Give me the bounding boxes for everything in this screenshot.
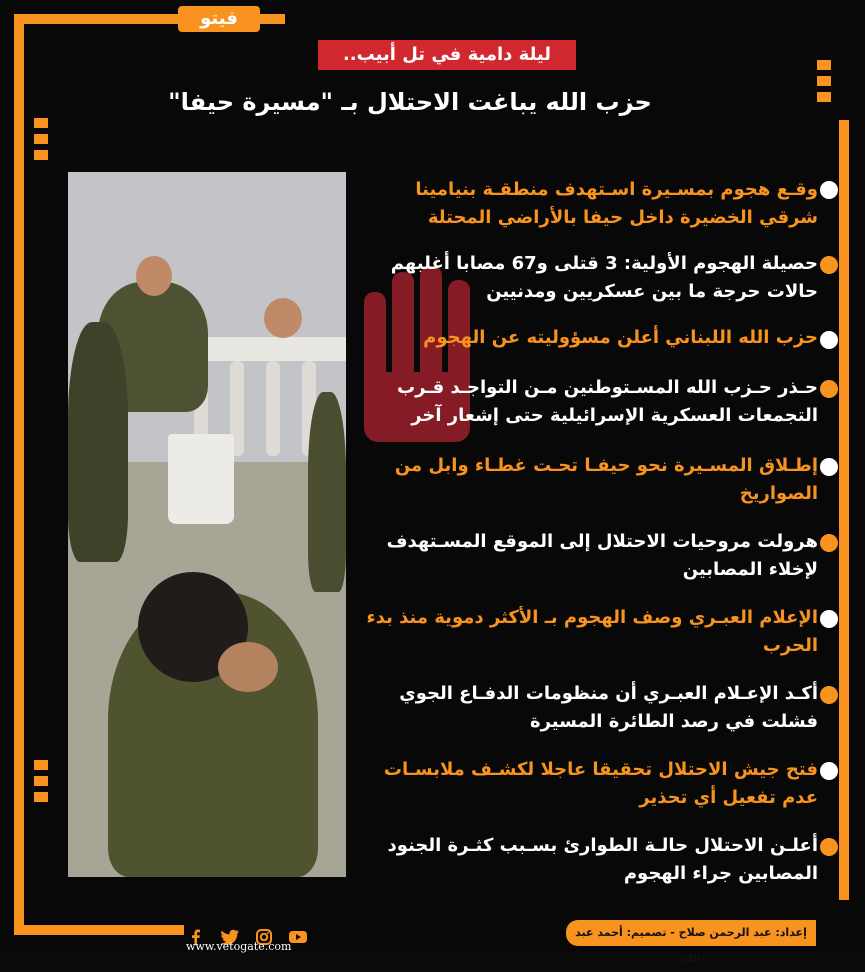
frame-bottom-bar [14, 925, 184, 935]
bullet-text: إطـلاق المسـيرة نحو حيفـا تحـت غطـاء وابل من الصواريخ [394, 455, 818, 504]
frame-left-bar [14, 14, 24, 934]
list-item [360, 680, 818, 736]
frame-dash [34, 118, 48, 128]
bullet-text: هرولت مروحيات الاحتلال إلى الموقع المسـتهدف لإخلاء المصابين [386, 531, 818, 580]
frame-dash [34, 134, 48, 144]
page-title: حزب الله يباغت الاحتلال بـ "مسيرة حيفا" [168, 88, 652, 116]
photo-soldier [68, 322, 128, 562]
frame-dash [817, 92, 831, 102]
frame-dash [34, 792, 48, 802]
header-kicker: ليلة دامية في تل أبيب.. [318, 40, 576, 70]
list-item [360, 452, 818, 508]
bullet-dot [820, 686, 838, 704]
bullet-dot [820, 256, 838, 274]
list-item [360, 250, 818, 306]
bullet-dot [820, 610, 838, 628]
list-item [360, 756, 818, 812]
bullet-text: وقـع هجوم بمسـيرة اسـتهدف منطقـة بنيامينا شرقي الخضيرة داخل حيفا بالأراضي المحتلة [415, 179, 818, 228]
frame-right-bar [839, 120, 849, 900]
frame-dash [34, 760, 48, 770]
bullet-text: الإعلام العبـري وصف الهجوم بـ الأكثر دموية منذ بدء الحرب [366, 607, 818, 656]
frame-dash [817, 76, 831, 86]
brand-logo: فيتو [178, 6, 260, 32]
website-url[interactable]: www.vetogate.com [186, 940, 292, 953]
list-item [360, 528, 818, 584]
bullet-dot [820, 380, 838, 398]
list-item [360, 832, 818, 888]
bullet-text: حزب الله اللبناني أعلن مسؤوليته عن الهجوم [423, 327, 818, 348]
frame-dash [34, 150, 48, 160]
bullet-text: حصيلة الهجوم الأولية: 3 قتلى و67 مصابا أغلبهم حالات حرجة ما بين عسكريين ومدنيين [390, 253, 818, 302]
list-item [360, 604, 818, 660]
frame-dash [817, 60, 831, 70]
bullet-dot [820, 762, 838, 780]
photo-soldier [308, 392, 346, 592]
bullet-text: أكـد الإعـلام العبـري أن منظومات الدفـاع الجوي فشلت في رصد الطائرة المسيرة [399, 683, 818, 732]
bullet-dot [820, 838, 838, 856]
photo-bucket [168, 434, 234, 524]
list-item [360, 324, 818, 352]
photo-soldier-head [136, 256, 172, 296]
bullet-dot [820, 181, 838, 199]
soldiers-photo [68, 172, 346, 877]
bullet-text: فتح جيش الاحتلال تحقيقا عاجلا لكشـف ملابسـات عدم تفعيل أي تحذير [383, 759, 818, 808]
bullet-dot [820, 458, 838, 476]
bullet-text: حـذر حـزب الله المسـتوطنين مـن التواجـد قـرب التجمعات العسكرية الإسرائيلية حتى إشعار آخر [396, 377, 818, 426]
photo-soldier-hands [218, 642, 278, 692]
photo-baluster [266, 361, 280, 456]
photo-soldier-head [264, 298, 302, 338]
bullet-text: أعلـن الاحتلال حالـة الطوارئ بسـبب كثـرة الجنود المصابين جراء الهجوم [387, 835, 818, 884]
list-item [360, 176, 818, 232]
list-item [360, 374, 818, 430]
bullet-dot [820, 331, 838, 349]
bullet-dot [820, 534, 838, 552]
frame-dash [34, 776, 48, 786]
credits-banner: إعداد: عبد الرحمن صلاح - تصميم: أحمد عبد الله [566, 920, 816, 946]
